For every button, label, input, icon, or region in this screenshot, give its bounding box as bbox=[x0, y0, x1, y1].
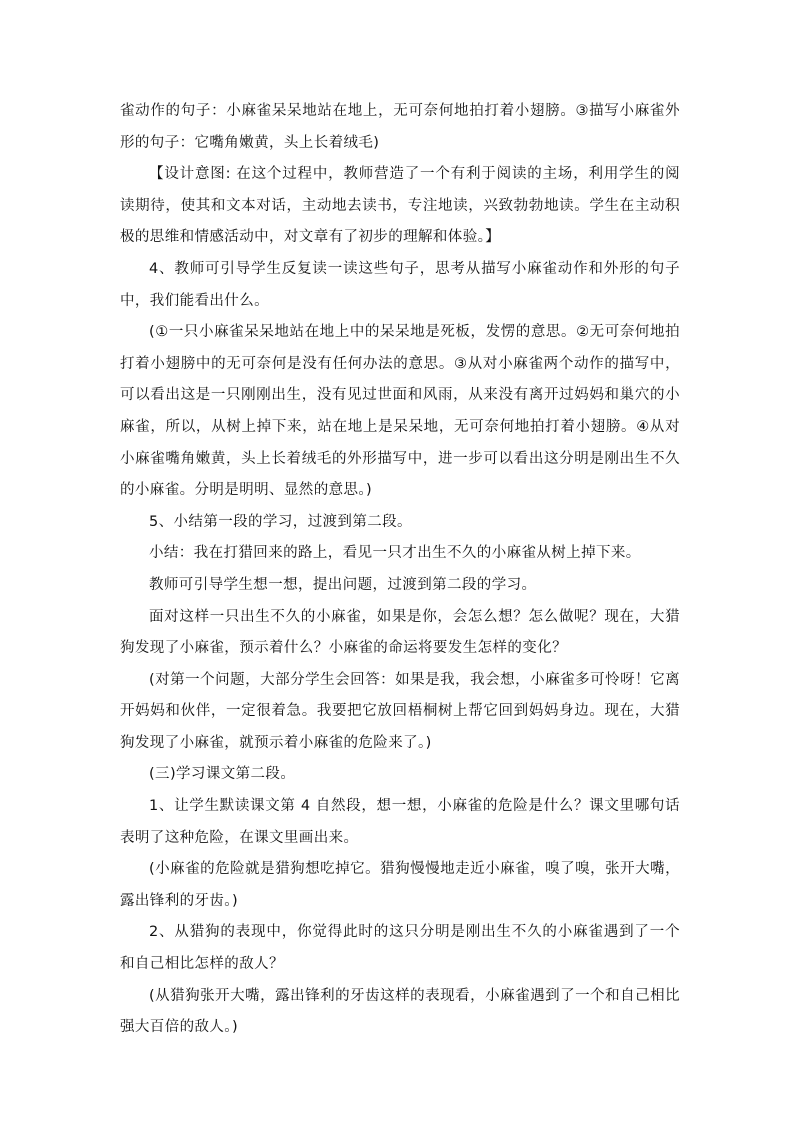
section-heading-part-three: (三)学习课文第二段。 bbox=[149, 766, 296, 783]
paragraph-step-4-answer: (①一只小麻雀呆呆地站在地上中的呆呆地是死板，发愣的意思。②无可奈何地拍打着小翅膀中的无可奈何是没有任何办法的意思。③从对小麻雀两个动作的描写中，可以看出这是一只刚刚出生，没有见过世面和风雨，从来没有离开过妈妈和巢穴的小麻雀，所以，从树上掉下来，站在地上是呆呆地，无可奈何地拍打着小翅膀。④从对小麻雀嘴角嫩黄，头上长着绒毛的外形描写中，进一步可以看出这分明是刚出生不久的小麻雀。分明是明明、显然的意思。) bbox=[120, 324, 680, 499]
paragraph-step-2-answer: (从猎狗张开大嘴，露出锋利的牙齿这样的表现看，小麻雀遇到了一个和自己相比强大百倍的敌人。) bbox=[120, 987, 680, 1036]
paragraph-design-intent: 【设计意图: 在这个过程中，教师营造了一个有利于阅读的主场，利用学生的阅读期待，使其和文本对话，主动地去读书，专注地读，兴致勃勃地读。学生在主动积极的思维和情感活动中，对文章有了初步的理解和体验。】 bbox=[120, 166, 680, 246]
paragraph-step-2: 2、从猎狗的表现中，你觉得此时的这只分明是刚出生不久的小麻雀遇到了一个和自己相比怎样的敌人？ bbox=[120, 924, 680, 973]
document-page bbox=[120, 96, 680, 1044]
paragraph-step-1: 1、让学生默读课文第 4 自然段，想一想，小麻雀的危险是什么？课文里哪句话表明了这种危险，在课文里画出来。 bbox=[120, 798, 680, 846]
paragraph-step-4: 4、教师可引导学生反复读一读这些句子，思考从描写小麻雀动作和外形的句子中，我们能看出什么。 bbox=[120, 260, 680, 309]
paragraph-step-1-answer: (小麻雀的危险就是猎狗想吃掉它。猎狗慢慢地走近小麻雀，嗅了嗅，张开大嘴，露出锋利的牙齿。) bbox=[120, 861, 680, 909]
paragraph-questions-answer: (对第一个问题，大部分学生会回答：如果是我，我会想，小麻雀多可怜呀！它离开妈妈和伙伴，一定很着急。我要把它放回梧桐树上帮它回到妈妈身边。现在，大猎狗发现了小麻雀，就预示着小麻雀的危险来了。) bbox=[120, 671, 680, 751]
paragraph-summary: 小结：我在打猎回来的路上，看见一只才出生不久的小麻雀从树上掉下来。 bbox=[149, 545, 641, 562]
paragraph-transition: 教师可引导学生想一想，提出问题，过渡到第二段的学习。 bbox=[149, 576, 537, 593]
paragraph-sentences-description: 雀动作的句子：小麻雀呆呆地站在地上，无可奈何地拍打着小翅膀。③描写小麻雀外形的句子：它嘴角嫩黄，头上长着绒毛) bbox=[120, 103, 680, 151]
paragraph-step-5: 5、小结第一段的学习，过渡到第二段。 bbox=[149, 513, 412, 530]
paragraph-questions: 面对这样一只出生不久的小麻雀，如果是你，会怎么想？怎么做呢？现在，大猎狗发现了小麻雀，预示着什么？小麻雀的命运将要发生怎样的变化？ bbox=[120, 608, 680, 657]
